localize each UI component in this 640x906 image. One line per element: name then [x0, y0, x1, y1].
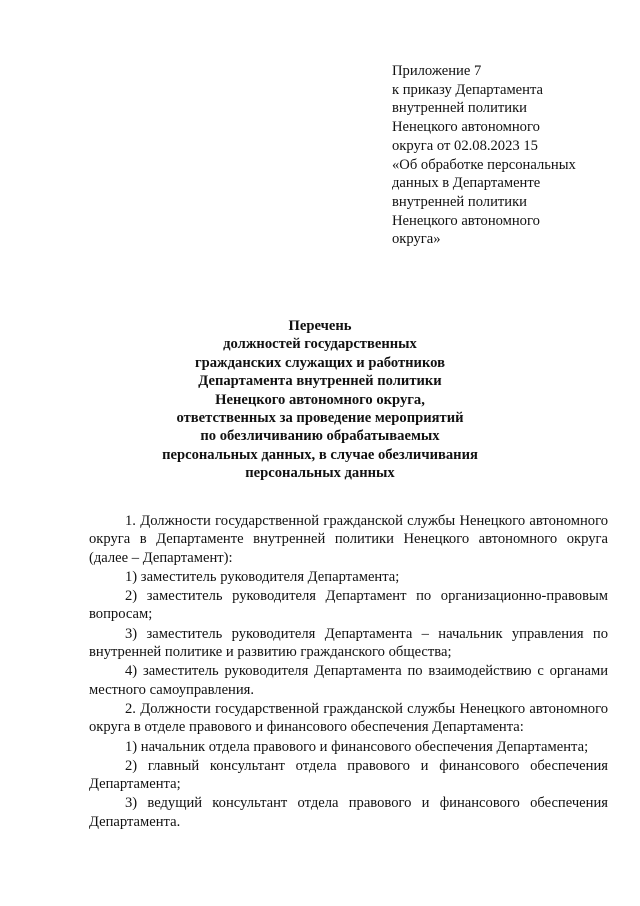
title-line: персональных данных [245, 465, 395, 482]
appendix-line: данных в Департаменте [392, 175, 541, 192]
appendix-line: к приказу Департамента [392, 81, 543, 98]
section-heading-paragraph: 2. Должности государственной гражданской службы Ненецкого автономного округа в отделе правового и финансового обеспечения Департамента: [89, 700, 608, 736]
appendix-line: «Об обработке персональных [392, 156, 576, 173]
list-item-paragraph: 2) главный консультант отдела правового и финансового обеспечения Департамента; [89, 757, 608, 793]
list-item-paragraph: 3) заместитель руководителя Департамента – начальник управления по внутренней политике и развитию гражданского общества; [89, 625, 608, 661]
list-item-paragraph: 1) начальник отдела правового и финансового обеспечения Департамента; [125, 738, 589, 755]
list-item-paragraph: 4) заместитель руководителя Департамента по взаимодействию с органами местного самоуправления. [89, 663, 608, 698]
appendix-line: округа» [392, 231, 441, 248]
document-title [60, 317, 580, 483]
appendix-block [392, 62, 622, 249]
list-item-paragraph: 3) ведущий консультант отдела правового и финансового обеспечения Департамента. [89, 795, 608, 830]
title-line: Перечень [288, 318, 352, 334]
appendix-line: Приложение 7 [392, 63, 482, 79]
appendix-line: округа от 02.08.2023 15 [392, 137, 538, 154]
list-item-paragraph: 2) заместитель руководителя Департамент по организационно-правовым вопросам; [89, 588, 608, 623]
title-line: должностей государственных [223, 336, 417, 353]
appendix-line: Ненецкого автономного [392, 119, 540, 136]
title-line: по обезличиванию обрабатываемых [200, 428, 440, 445]
document-body [89, 512, 608, 831]
title-line: персональных данных, в случае обезличивания [162, 446, 478, 463]
title-line: Ненецкого автономного округа, [215, 391, 425, 408]
title-line: гражданских служащих и работников [195, 354, 445, 371]
title-line: ответственных за проведение мероприятий [176, 410, 464, 427]
appendix-line: внутренней политики [392, 193, 527, 210]
appendix-line: внутренней политики [392, 100, 527, 117]
title-line: Департамента внутренней политики [198, 373, 442, 390]
appendix-line: Ненецкого автономного [392, 212, 540, 229]
list-item-paragraph: 1) заместитель руководителя Департамента; [125, 568, 400, 585]
section-heading-paragraph: 1. Должности государственной гражданской службы Ненецкого автономного округа в Департаменте внутренней политики Ненецкого автономного округа (далее – Департамент): [89, 513, 608, 566]
